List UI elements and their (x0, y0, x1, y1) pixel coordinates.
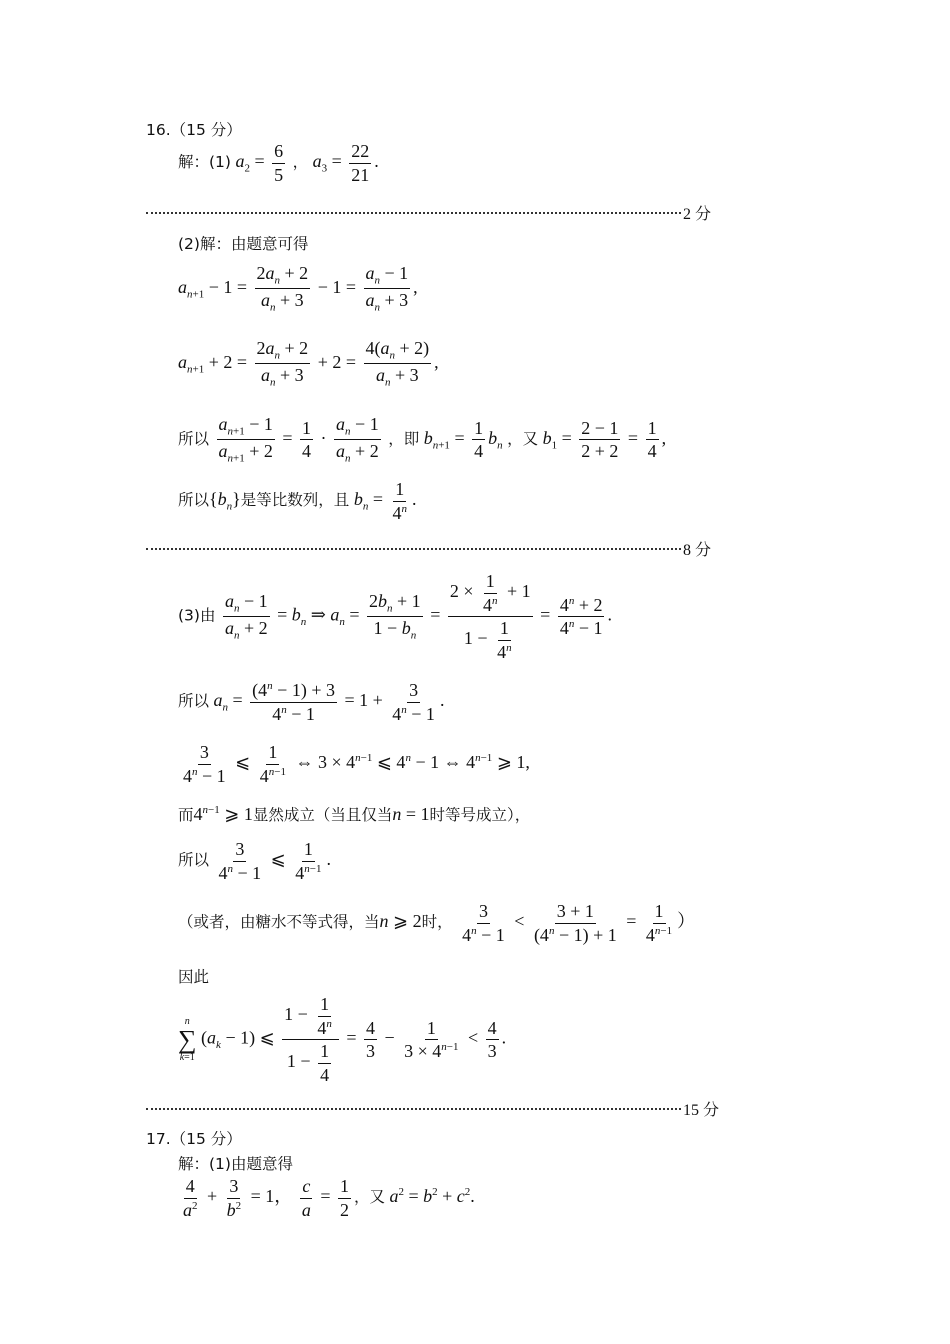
q17-header: 17.（15 分） (146, 1130, 242, 1148)
dotted-leader-3 (146, 1108, 681, 1110)
eq-an-split: 所以 $a_n$ = $\frac{(4^n - 1) + 3}{4^n - 1}$ = 1 + $\frac{3}{4^n - 1}$ . (178, 680, 445, 724)
therefore: 因此 (178, 968, 210, 986)
q16-part1: 解：(1) $a_2$ = $\frac{6}{5}$ ， $a_3$ = $\frac{22}{21}$ . (178, 141, 379, 185)
eq-an1-minus-1: $a_{n+1} - 1$ = $\frac{2a_n + 2}{a_n + 3}$ − 1 = $\frac{a_n - 1}{a_n + 3}$ , (178, 263, 418, 314)
dotted-leader-2 (146, 548, 681, 550)
eq-so-bound: 所以 $\frac{3}{4^n - 1}$ ⩽ $\frac{1}{4^{n-1}}$ . (178, 839, 331, 883)
dotted-leader-1 (146, 212, 681, 214)
eq-geometric: 所以$\{b_n\}$是等比数列，且 $b_n$ = $\frac{1}{4^n}$ . (178, 479, 417, 523)
score-2: 2 分 (683, 206, 712, 223)
eq-ratio: 所以 $\frac{a_{n+1} - 1}{a_{n+1} + 2}$ = $\frac{1}{4}$ · $\frac{a_n - 1}{a_n + 2}$ ，即 $b_{n+1}$ = $\frac{1}{4}$ $b_n$ ，又 $b_1$ = $\frac{2 - 1}{2 + 2}$ = $\frac{1}{4}$ , (178, 414, 667, 465)
eq-obvious: 而$4^{n-1}$ ⩾ 1显然成立（当且仅当n = 1时等号成立）， (178, 804, 531, 824)
eq-ellipse-system: $\frac{4}{a^2}$ + $\frac{3}{b^2}$ = 1， $\frac{c}{a}$ = $\frac{1}{2}$ ，又 $a^2 = b^2 + c^2$. (183, 1176, 475, 1220)
q16-part2-intro: (2)解：由题意可得 (178, 235, 309, 253)
q17-part1-intro: 解：(1)由题意得 (178, 1155, 293, 1173)
eq-sum: n ∑ k=1 $(a_k - 1)$ ⩽ 1 − $\frac{1}{4^n}$ 1 − $\frac{1}{4}$ = $\frac{4}{3}$ − $\frac{1}{3 \times 4^{n-1}}$ < $\frac{4}{3}$ . (178, 994, 507, 1085)
score-8: 8 分 (683, 542, 712, 559)
eq-an-closed: (3)由 $\frac{a_n - 1}{a_n + 2}$ = $b_n$ ⇒ $a_n$ = $\frac{2b_n + 1}{1 - b_n}$ = 2 × $\frac{1}{4^n}$ + 1 1 − $\frac{1}{4^n}$ = $\frac{4^n + 2}{4^n - 1}$ . (178, 571, 612, 662)
q16-header: 16.（15 分） (146, 121, 242, 139)
eq-inequality: $\frac{3}{4^n - 1}$ ⩽ $\frac{1}{4^{n-1}}$ ⇔ $3 \times 4^{n-1}$ ⩽ $4^n - 1$ ⇔ $4^{n-1}$ ⩾ 1, (183, 742, 530, 786)
score-15: 15 分 (683, 1102, 720, 1119)
eq-sugar-water: （或者，由糖水不等式得，当n ⩾ 2时， $\frac{3}{4^n - 1}$ < $\frac{3 + 1}{(4^n - 1) + 1}$ = $\frac{1}{4^{n-1}}$ ） (178, 901, 696, 945)
eq-an1-plus-2: $a_{n+1} + 2$ = $\frac{2a_n + 2}{a_n + 3}$ + 2 = $\frac{4(a_n + 2)}{a_n + 3}$ , (178, 338, 439, 389)
